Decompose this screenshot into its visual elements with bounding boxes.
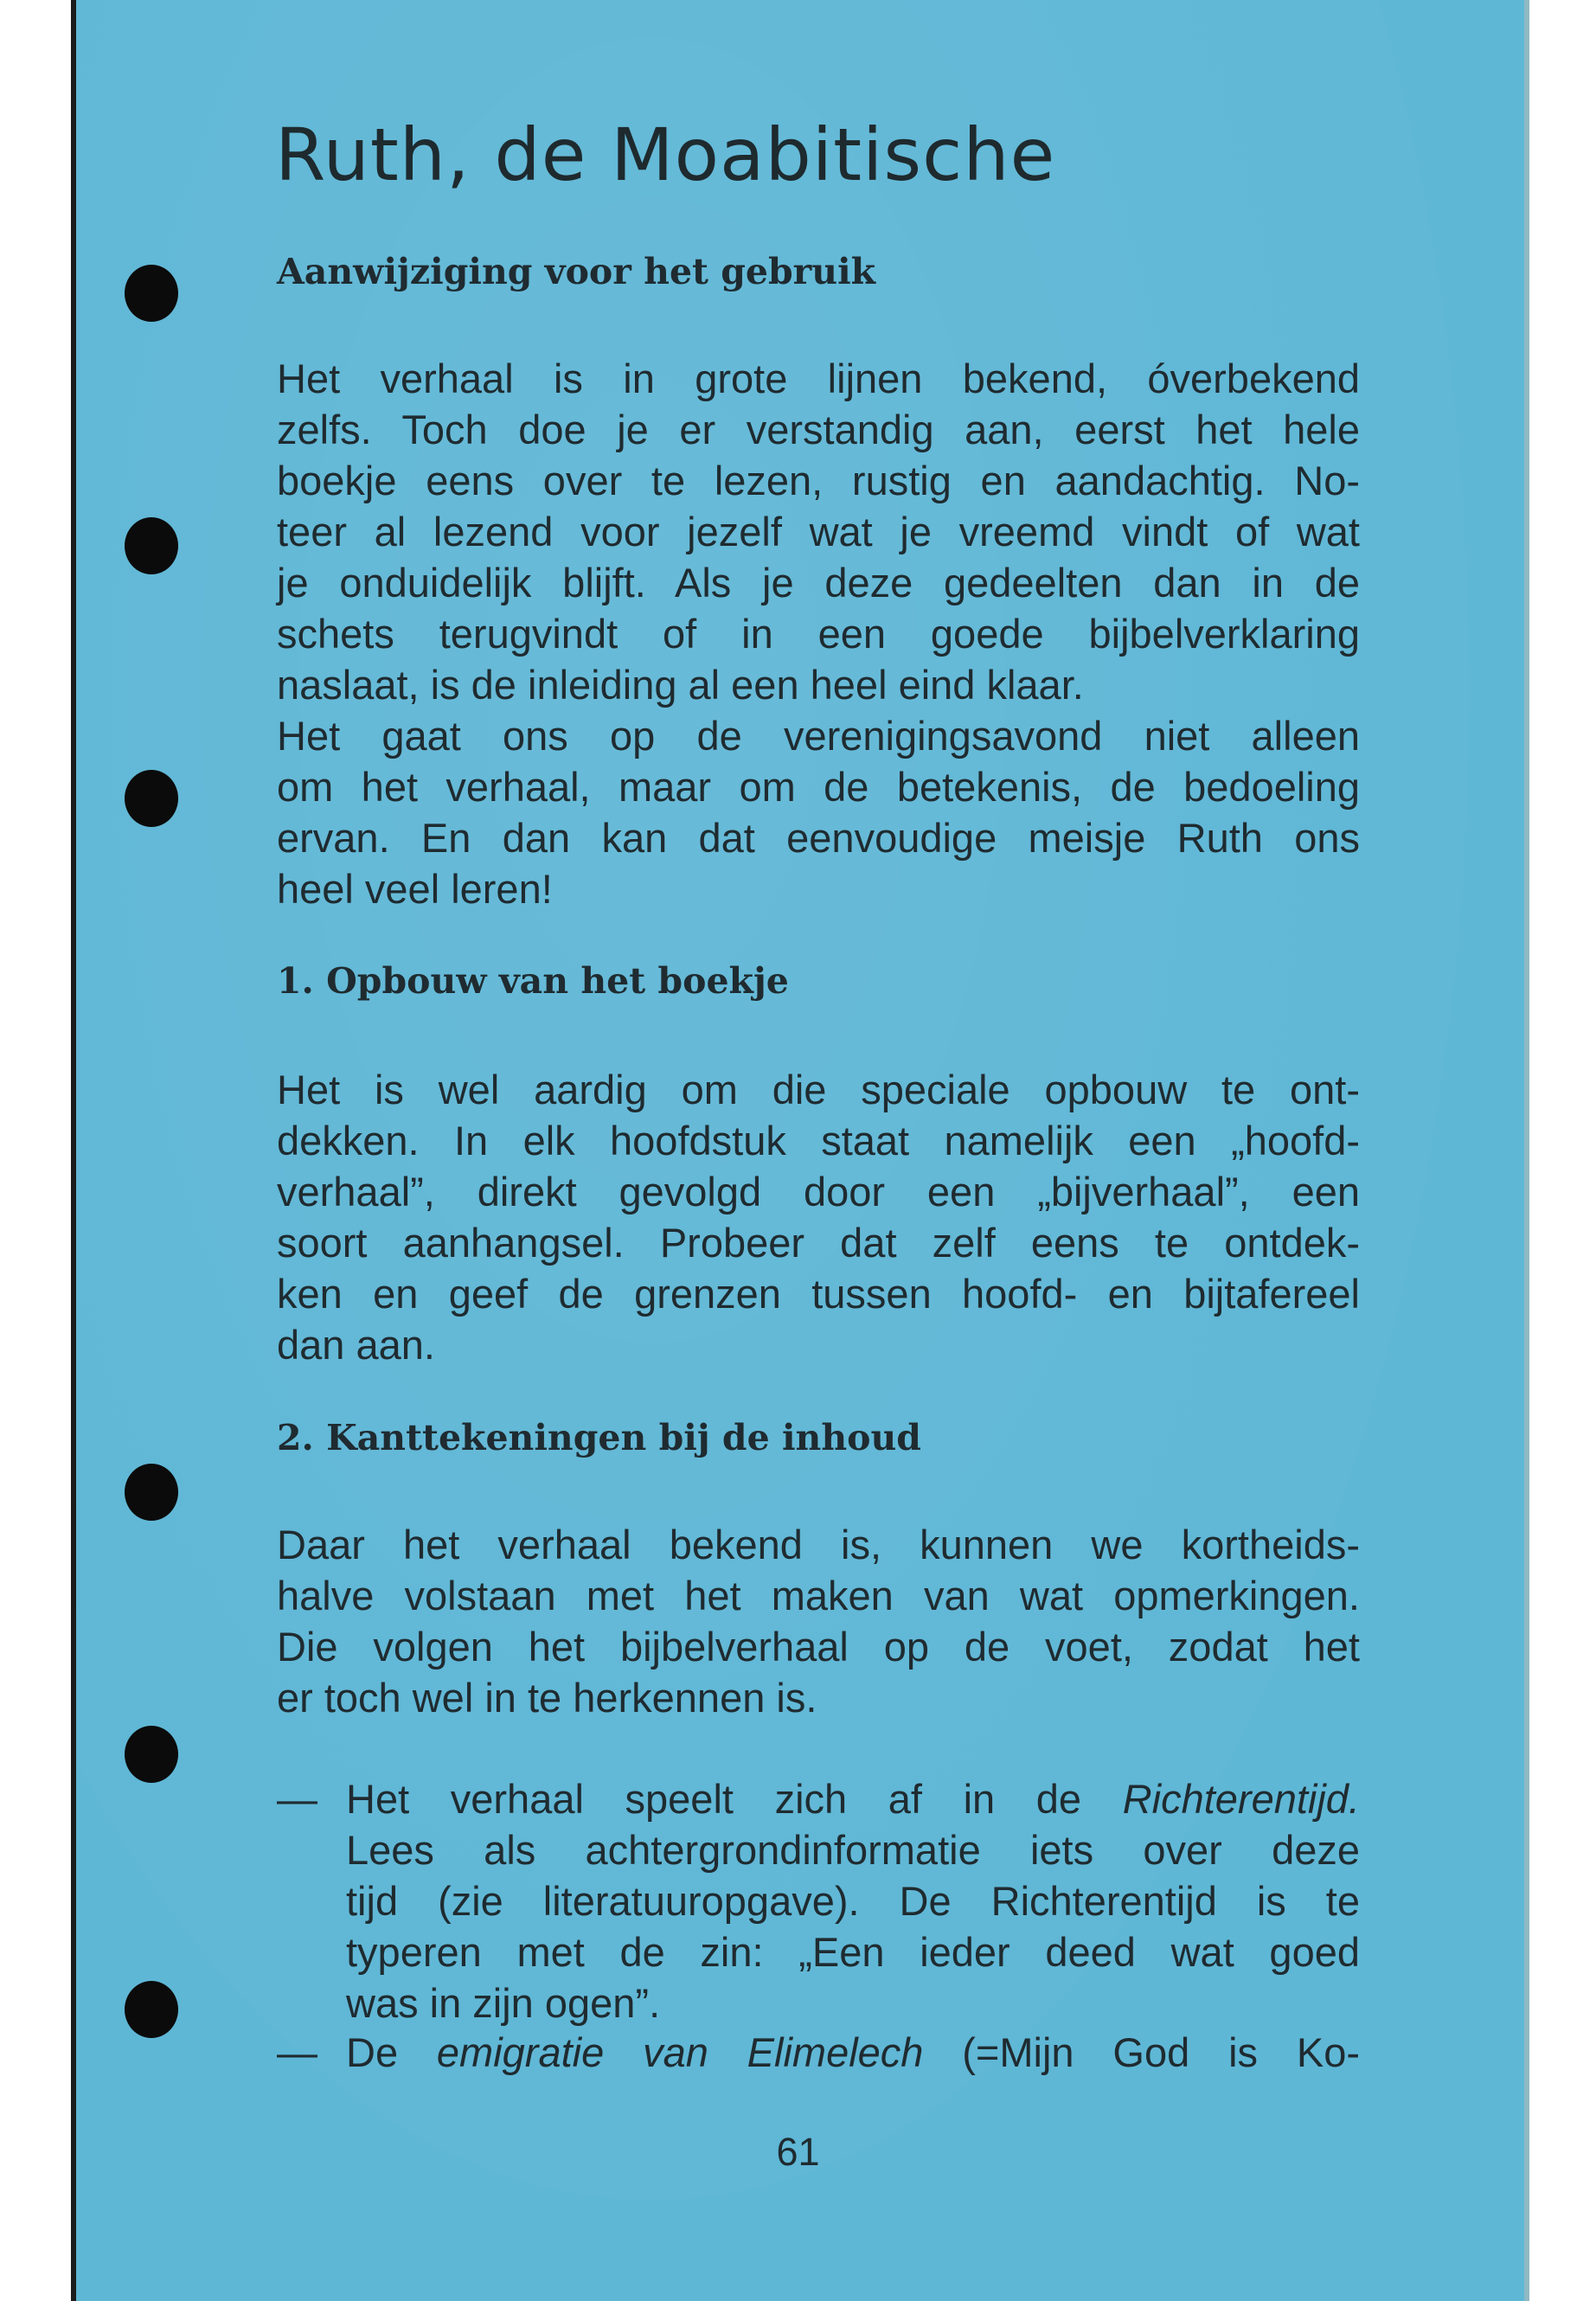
text-line: ervan. En dan kan dat eenvoudige meisje Ruth ons — [277, 815, 1360, 861]
text-line: typeren met de zin: „Een ieder deed wat goed — [346, 1929, 1360, 1975]
list-item — [277, 2027, 1360, 2079]
text-line: ken en geef de grenzen tussen hoofd- en bijtafereel — [277, 1271, 1360, 1317]
page-number: 61 — [776, 2130, 820, 2174]
intro-paragraph — [277, 353, 1360, 914]
text-line: Het is wel aardig om die speciale opbouw te ont- — [277, 1067, 1360, 1112]
text-line: schets terugvindt of in een goede bijbelverklaring — [277, 611, 1360, 657]
text-line: Het verhaal is in grote lijnen bekend, óverbekend — [277, 356, 1360, 401]
punch-hole — [125, 265, 178, 322]
text-line: teer al lezend voor jezelf wat je vreemd vindt of wat — [277, 509, 1360, 554]
punch-hole — [125, 770, 178, 827]
page-left-edge — [71, 0, 76, 2301]
page-title: Ruth, de Moabitische — [275, 112, 1056, 197]
text-line: boekje eens over te lezen, rustig en aandachtig. No- — [277, 458, 1360, 503]
section-1-heading: 1. Opbouw van het boekje — [277, 960, 789, 1002]
page-right-edge — [1524, 0, 1529, 2301]
dash-bullet: — — [277, 1776, 317, 1822]
text-line: dekken. In elk hoofdstuk staat namelijk een „hoofd- — [277, 1118, 1360, 1163]
dash-bullet: — — [277, 2029, 317, 2075]
text-run: (=Mijn God is Ko- — [923, 2029, 1360, 2075]
text-line: Lees als achtergrondinformatie iets over deze — [346, 1827, 1360, 1873]
intro-heading: Aanwijziging voor het gebruik — [277, 251, 876, 292]
list-item — [277, 1773, 1360, 2029]
text-line: was in zijn ogen”. — [346, 1980, 661, 2026]
text-line: Die volgen het bijbelverhaal op de voet, zodat het — [277, 1624, 1360, 1670]
text-line: tijd (zie literatuuropgave). De Richterentijd is te — [346, 1878, 1360, 1924]
list-item-text — [346, 2027, 1360, 2078]
punch-hole — [125, 1726, 178, 1783]
punch-hole — [125, 1464, 178, 1521]
text-line: om het verhaal, maar om de betekenis, de bedoeling — [277, 764, 1360, 810]
list-item-text — [346, 1773, 1360, 2029]
italic-term: emigratie van Elimelech — [436, 2029, 924, 2075]
section-2-heading: 2. Kanttekeningen bij de inhoud — [277, 1417, 921, 1458]
text-line: dan aan. — [277, 1322, 435, 1368]
text-line: verhaal”, direkt gevolgd door een „bijverhaal”, een — [277, 1169, 1360, 1215]
text-line: Daar het verhaal bekend is, kunnen we kortheids- — [277, 1522, 1360, 1567]
section-2-paragraph — [277, 1519, 1360, 1723]
text-line: naslaat, is de inleiding al een heel eind klaar. — [277, 662, 1084, 708]
text-line: Het gaat ons op de verenigingsavond niet alleen — [277, 713, 1360, 759]
text-line: je onduidelijk blijft. Als je deze gedeelten dan in de — [277, 560, 1360, 606]
text-run: Het verhaal speelt zich af in de — [346, 1776, 1123, 1822]
punch-hole — [125, 1981, 178, 2038]
section-1-paragraph — [277, 1064, 1360, 1370]
text-line — [346, 1773, 1360, 1824]
text-line: halve volstaan met het maken van wat opmerkingen. — [277, 1573, 1360, 1618]
text-line: er toch wel in te herkennen is. — [277, 1675, 817, 1721]
text-line — [346, 2027, 1360, 2078]
text-line: soort aanhangsel. Probeer dat zelf eens te ontdek- — [277, 1220, 1360, 1266]
text-line: zelfs. Toch doe je er verstandig aan, eerst het hele — [277, 407, 1360, 452]
italic-term: Richterentijd. — [1122, 1776, 1360, 1822]
text-run: De — [346, 2029, 437, 2075]
punch-hole — [125, 517, 178, 574]
text-line: heel veel leren! — [277, 866, 553, 912]
